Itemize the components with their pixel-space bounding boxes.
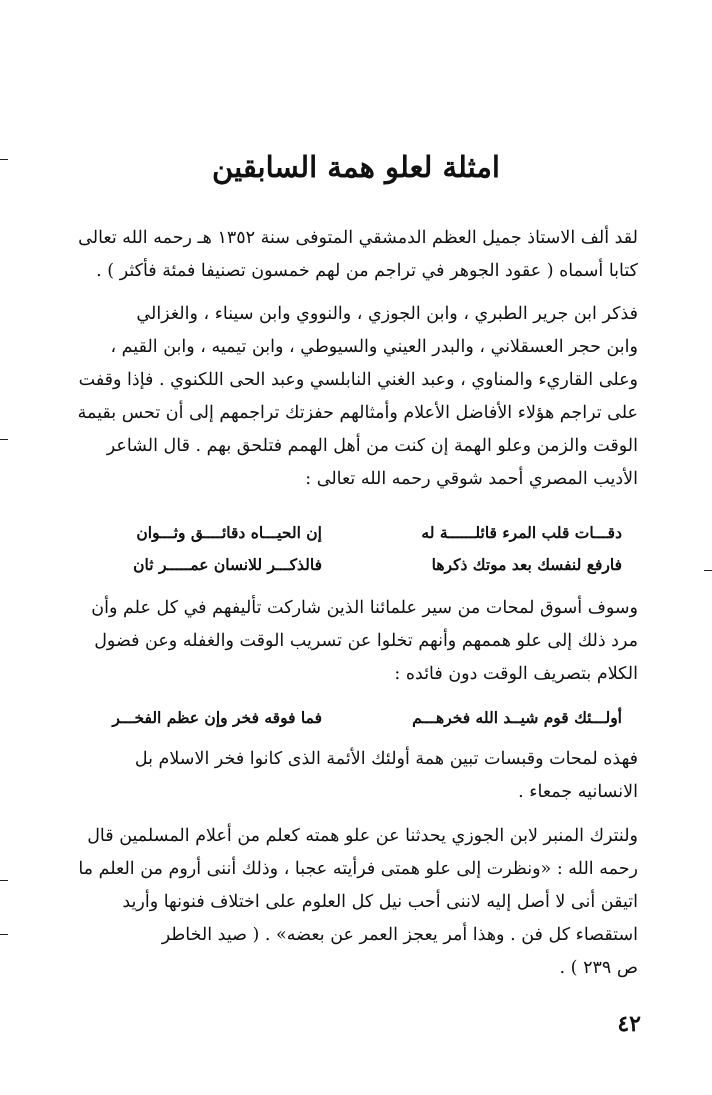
text-line: كتابا أسماه ( عقود الجوهر في تراجم من لهم خمسون تصنيفا فمئة فأكثر ) . xyxy=(96,261,638,281)
text-line: ص ٢٣٩ ) . xyxy=(559,958,638,978)
text-line: وسوف أسوق لمحات من سير علمائنا الذين شاركت تأليفهم في كل علم وأن xyxy=(91,598,638,618)
text-line: مرد ذلك إلى علو هممهم وأنهم تخلوا عن تسريب الوقت والغفله وعن فضول xyxy=(94,631,638,651)
text-line: على تراجم هؤلاء الأفاضل الأعلام وأمثالهم حفزتك تراجمهم إلى أن تحس بقيمة xyxy=(78,403,638,423)
text-line: فذكر ابن جرير الطبري ، وابن الجوزي ، والنووي وابن سيناء ، والغزالي xyxy=(136,304,638,324)
margin-mark xyxy=(0,934,8,935)
text-line: رحمه الله : «ونظرت إلى علو همتى فرأيته عجبا ، وذلك أننى أروم من العلم ما xyxy=(78,859,638,879)
paragraph xyxy=(78,592,638,691)
text-line: وابن حجر العسقلاني ، والبدر العيني والسيوطي ، وابن تيميه ، وابن القيم ، xyxy=(110,337,638,357)
verse-first-hemistich: أولـــئك قوم شيــد الله فخرهـــم xyxy=(412,708,622,727)
verse-first-hemistich: دقـــات قلب المرء قائلــــــة له xyxy=(421,523,622,542)
text-line: الوقت والزمن وعلو الهمة إن كنت من أهل الهمم فتلحق بهم . قال الشاعر xyxy=(106,436,638,456)
margin-mark xyxy=(0,880,8,881)
paragraph xyxy=(78,820,638,985)
text-line: ولنترك المنبر لابن الجوزي يحدثنا عن علو همته كعلم من أعلام المسلمين قال xyxy=(87,826,638,846)
text-line: استقصاء كل فن . وهذا أمر يعجز العمر عن بعضه» . ( صيد الخاطر xyxy=(161,925,638,945)
verse-second-hemistich: إن الحيـــاه دقائــــق وثـــوان xyxy=(136,523,322,542)
paragraph xyxy=(78,298,638,496)
text-line: لقد ألف الاستاذ جميل العظم الدمشقي المتوفى سنة ١٣٥٢ هـ رحمه الله تعالى xyxy=(78,228,638,248)
paragraph xyxy=(78,222,638,288)
paragraph xyxy=(78,743,638,809)
verse-second-hemistich: فالذكـــر للانسان عمـــــر ثان xyxy=(133,555,322,574)
page-number: ٤٢ xyxy=(617,1011,641,1037)
verse-second-hemistich: فما فوقه فخر وإن عظم الفخـــر xyxy=(112,708,322,727)
margin-mark xyxy=(704,570,712,571)
verse-first-hemistich: فارفع لنفسك بعد موتك ذكرها xyxy=(431,555,622,574)
text-line: الانسانيه جمعاء . xyxy=(518,782,638,802)
text-line: الكلام بتصريف الوقت دون فائده : xyxy=(394,664,638,684)
text-line: اتيقن أنى لا أصل إليه لاننى أحب نيل كل العلوم على اختلاف فنونها وأريد xyxy=(122,892,638,912)
margin-mark xyxy=(0,439,8,440)
text-line: فهذه لمحات وقبسات تبين همة أولئك الأئمة الذى كانوا فخر الاسلام بل xyxy=(134,749,638,769)
page-title: امثلة لعلو همة السابقين xyxy=(212,150,500,184)
text-line: الأديب المصري أحمد شوقي رحمه الله تعالى : xyxy=(305,469,638,489)
text-line: وعلى القاريء والمناوي ، وعبد الغني النابلسي وعبد الحى اللكنوي . فإذا وقفت xyxy=(78,370,638,390)
